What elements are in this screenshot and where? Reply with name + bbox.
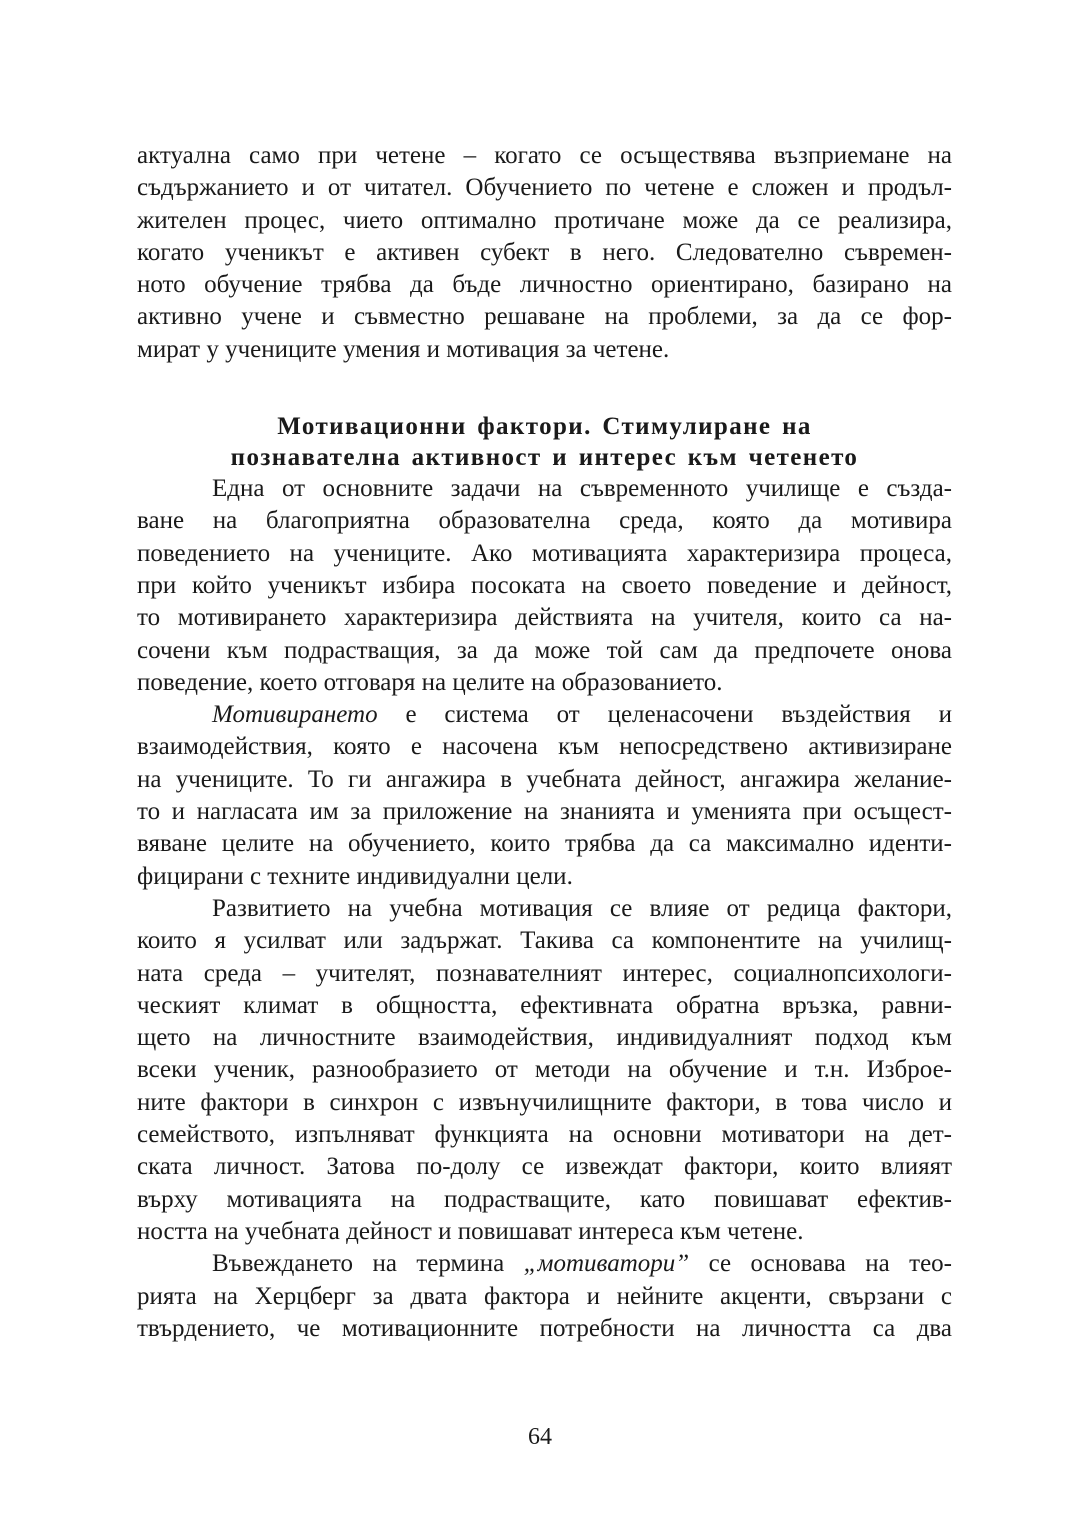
- text-line: ните фактори в синхрон с извънучилищните фактори, в това число и: [137, 1088, 952, 1116]
- paragraph-3: [137, 699, 952, 893]
- italic-term: „мотиватори”: [523, 1250, 690, 1278]
- text-run: е система от целенасочени въздействия и: [377, 701, 952, 729]
- text-line: ността на учебната дейност и повишават интереса към четене.: [137, 1217, 804, 1245]
- text-line: поведение, което отговаря на целите на образованието.: [137, 668, 723, 696]
- section-spacer: [137, 366, 952, 411]
- text-line: активно учене и съвместно решаване на проблеми, за да се фор-: [137, 303, 952, 331]
- text-line: то мотивирането характеризира действията на учителя, които са на-: [137, 604, 952, 632]
- text-line: ното обучение трябва да бъде личностно ориентирано, базирано на: [137, 271, 952, 299]
- heading-line-1: Мотивационни фактори. Стимулиране на: [277, 413, 812, 441]
- text-line: ческият климат в общността, ефективната обратна връзка, равни-: [137, 991, 952, 1019]
- text-line: [137, 1248, 952, 1280]
- paragraph-2: [137, 473, 952, 699]
- text-line: ската личност. Затова по-долу се извеждат фактори, които влияят: [137, 1153, 952, 1181]
- text-line: ване на благоприятна образователна среда, която да мотивира: [137, 507, 952, 535]
- text-line: поведението на учениците. Ако мотивацията характеризира процеса,: [137, 539, 952, 567]
- text-run: Въвеждането на термина: [212, 1250, 524, 1278]
- text-line: взаимодействия, която е насочена към непосредствено активизиране: [137, 733, 952, 761]
- text-line: жителен процес, чието оптимално протичане може да се реализира,: [137, 206, 952, 234]
- text-run: се основава на тео-: [689, 1250, 952, 1278]
- heading-line-2: познавателна активност и интерес към четенето: [230, 444, 859, 472]
- text-line: на учениците. То ги ангажира в учебната дейност, ангажира желание-: [137, 765, 952, 793]
- text-line: всеки ученик, разнообразието от методи на обучение и т.н. Изброе-: [137, 1056, 952, 1084]
- text-line: рията на Херцберг за двата фактора и нейните акценти, свързани с: [137, 1282, 952, 1310]
- text-line: при който ученикът избира посоката на своето поведение и дейност,: [137, 571, 952, 599]
- text-line: семейството, изпълняват функцията на основни мотиватори на дет-: [137, 1121, 952, 1149]
- paragraph-1: [137, 140, 952, 366]
- text-line: сочени към подрастващия, за да може той сам да предпочете онова: [137, 636, 952, 664]
- page-number: 64: [528, 1424, 552, 1450]
- section-heading: [137, 411, 952, 473]
- text-line: ната среда – учителят, познавателният интерес, социалнопсихологи-: [137, 959, 952, 987]
- text-line: които я усилват или задържат. Такива са компонентите на училищ-: [137, 927, 952, 955]
- text-line: актуална само при четене – когато се осъществява възприемане на: [137, 142, 952, 169]
- text-line: щето на личностните взаимодействия, индивидуалният подход към: [137, 1024, 952, 1052]
- text-line: твърдението, че мотивационните потребности на личността са два: [137, 1314, 952, 1342]
- text-line: когато ученикът е активен субект в него. Следователно съвремен-: [137, 238, 952, 266]
- text-line: то и нагласата им за приложение на знанията и уменията при осъщест-: [137, 798, 952, 826]
- text-line: [137, 699, 952, 731]
- text-line: върху мотивацията на подрастващите, като повишават ефектив-: [137, 1185, 952, 1213]
- text-line: мират у учениците умения и мотивация за четене.: [137, 335, 670, 363]
- page-body: [137, 140, 952, 1345]
- paragraph-4: [137, 893, 952, 1248]
- text-line: вяване целите на обучението, които трябва да са максимално иденти-: [137, 830, 952, 858]
- italic-term: Мотивирането: [212, 701, 378, 729]
- text-line: фицирани с техните индивидуални цели.: [137, 862, 573, 890]
- paragraph-5: [137, 1248, 952, 1345]
- text-line: Една от основните задачи на съвременното училище е създа-: [212, 475, 952, 503]
- text-line: Развитието на учебна мотивация се влияе от редица фактори,: [212, 894, 952, 922]
- text-line: съдържанието и от читател. Обучението по четене е сложен и продъл-: [137, 174, 952, 202]
